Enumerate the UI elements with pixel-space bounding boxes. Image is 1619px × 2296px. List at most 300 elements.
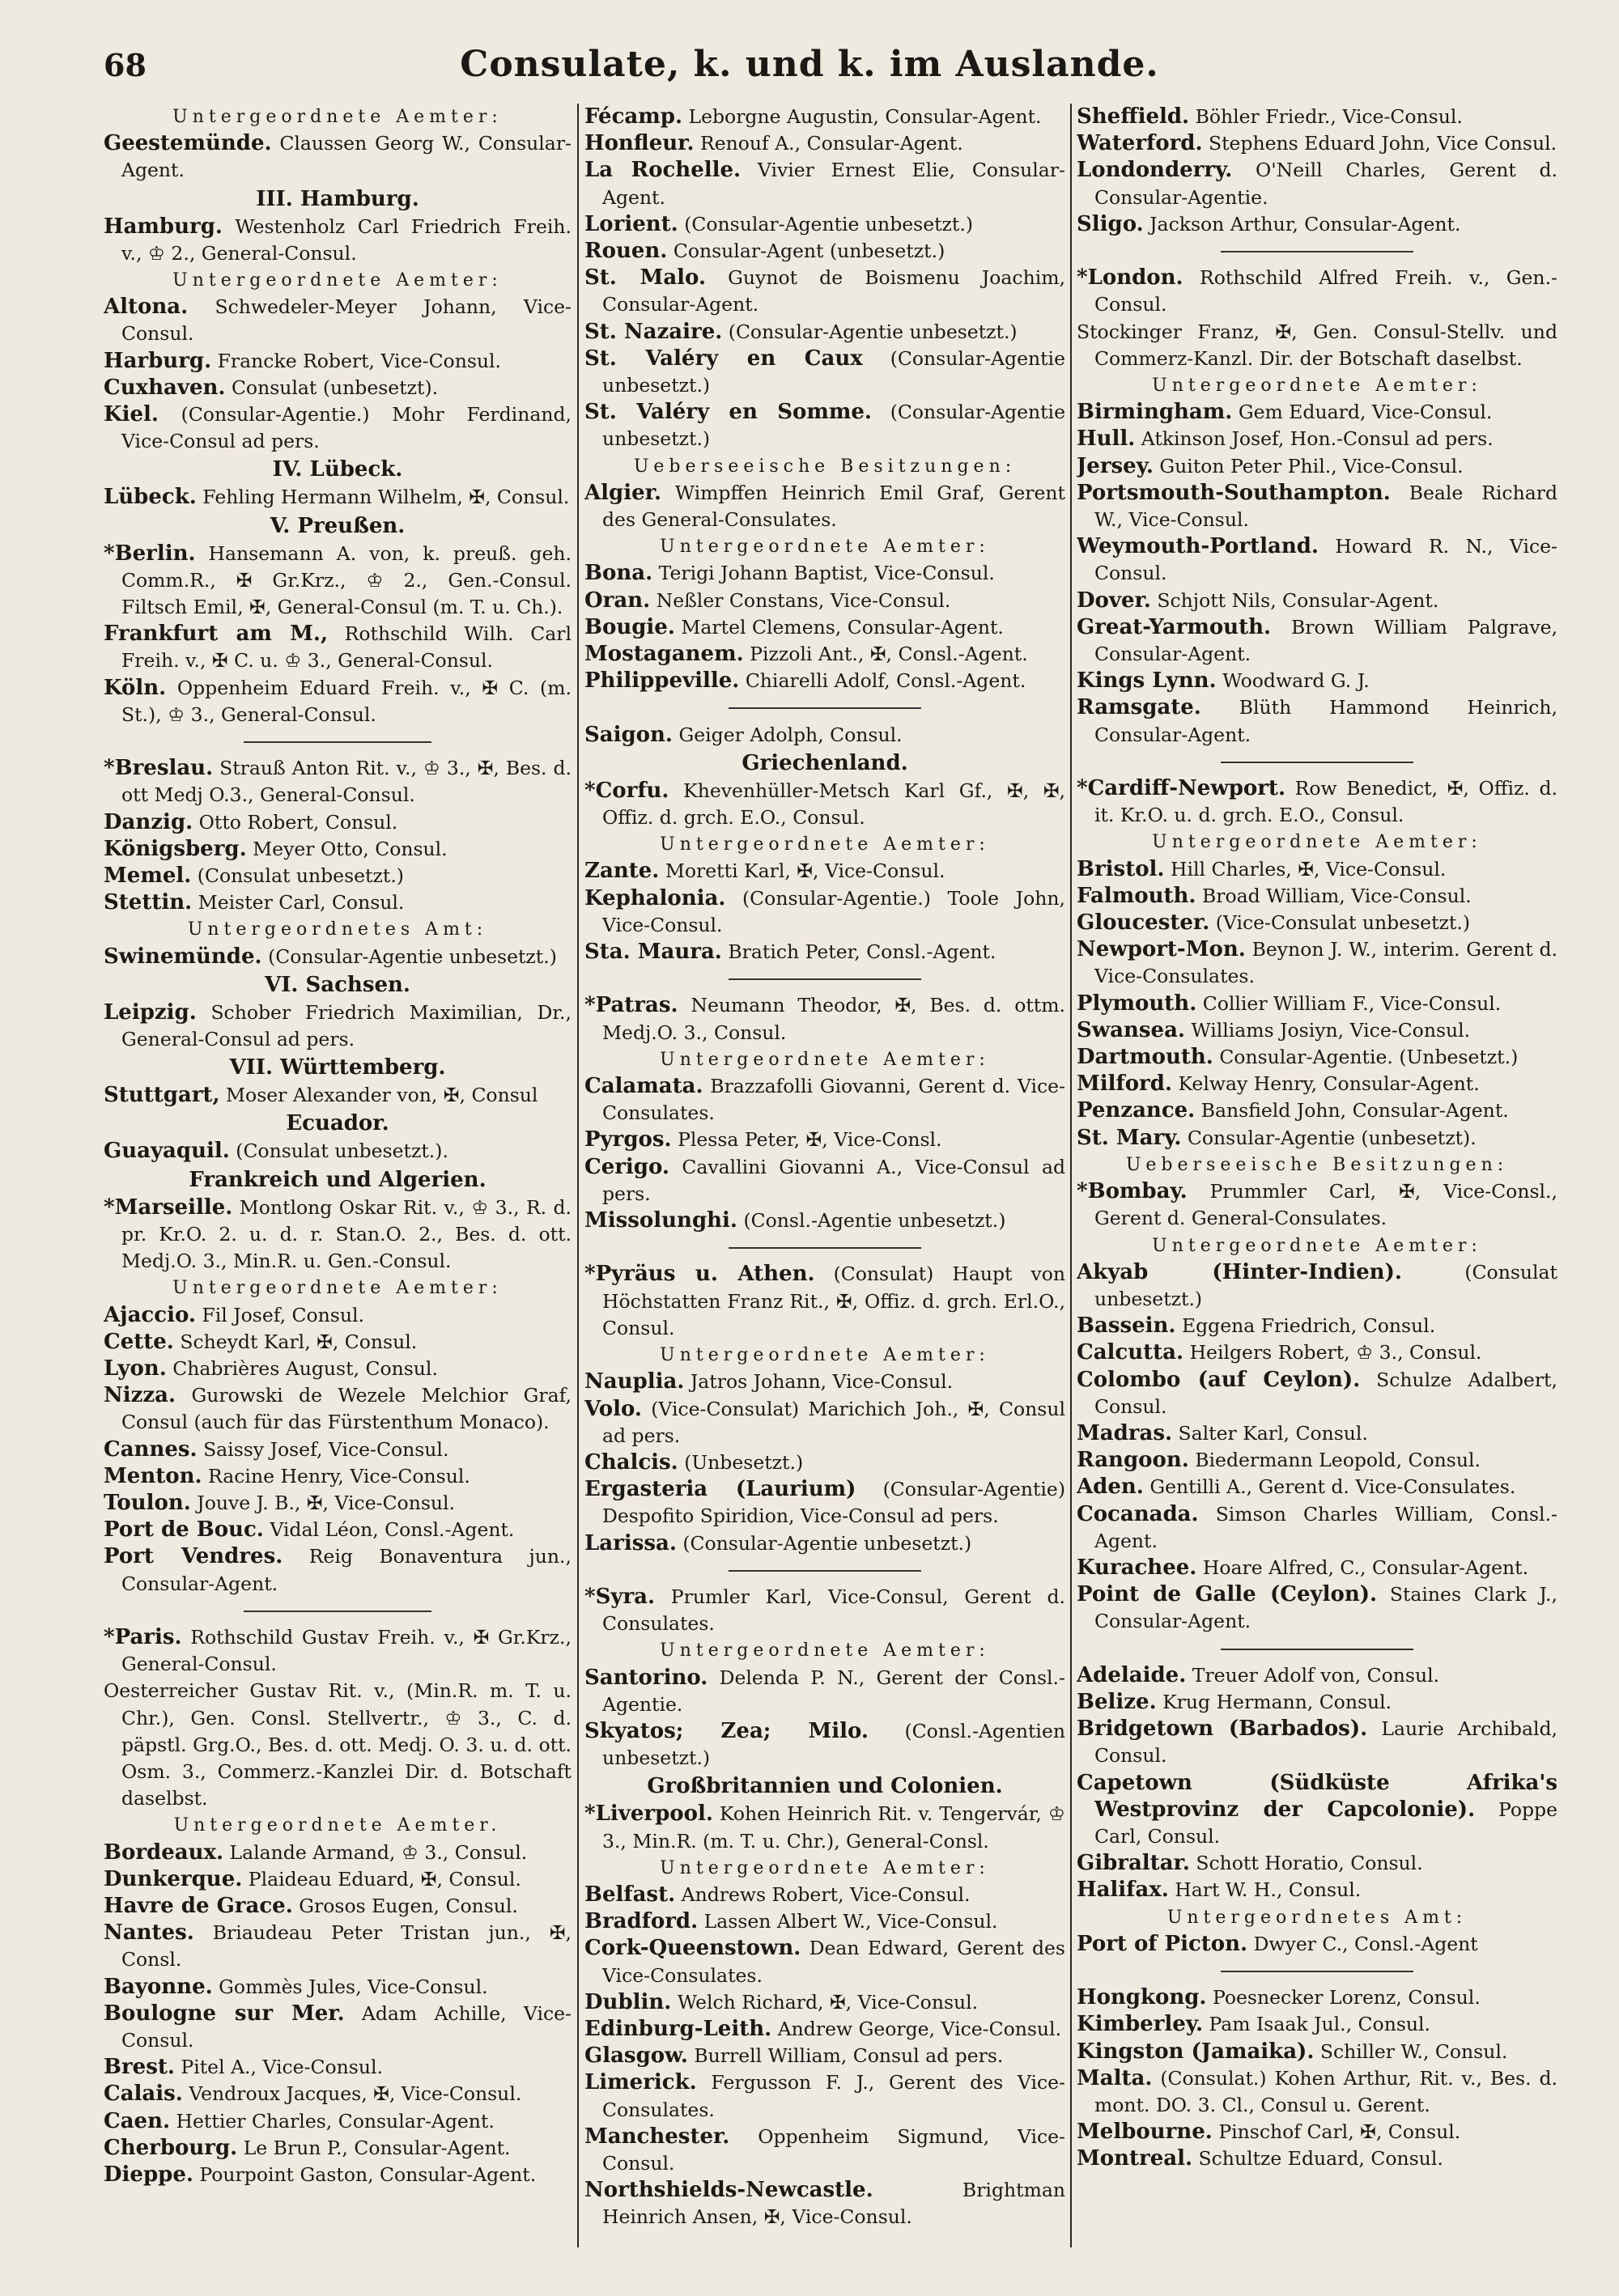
entry-details: Gommès Jules, Vice-Consul. <box>219 1975 488 1998</box>
entry-details: Lassen Albert W., Vice-Consul. <box>703 1910 998 1933</box>
entry-location: Bayonne. <box>104 1974 213 1999</box>
consulate-entry <box>1077 2011 1557 2038</box>
consulate-entry <box>1077 668 1557 694</box>
subsection-label: Untergeordnete Aemter: <box>660 1640 990 1662</box>
entry-location: Ajaccio. <box>104 1302 196 1327</box>
entry-location: Volo. <box>584 1396 642 1421</box>
consulate-entry <box>584 1584 1065 1637</box>
consulate-entry <box>1077 1044 1557 1071</box>
entry-details: Schober Friedrich Maximilian, Dr., General-Consul ad pers. <box>121 1000 572 1051</box>
entry-location: Kiel. <box>104 402 159 427</box>
entry-details: Racine Henry, Vice-Consul. <box>208 1464 470 1488</box>
entry-details: Hoare Alfred, C., Consular-Agent. <box>1202 1555 1529 1579</box>
entry-location: Capetown (Südküste Afrika's Westprovinz der Capcolonie). <box>1077 1770 1557 1822</box>
consulate-entry <box>104 1082 572 1109</box>
entry-details: Stephens Eduard John, Vice Consul. <box>1208 132 1557 155</box>
consulate-entry <box>104 1517 572 1543</box>
entry-location: Edinburg-Leith. <box>584 2016 772 2041</box>
entry-location: Dieppe. <box>104 2162 193 2187</box>
consulate-entry <box>1077 1313 1557 1339</box>
entry-location: Nizza. <box>104 1383 176 1408</box>
entry-details: Kelway Henry, Consular-Agent. <box>1178 1072 1480 1096</box>
section-divider <box>584 1557 1065 1584</box>
entry-details: Heilgers Robert, ♔ 3., Consul. <box>1189 1341 1482 1364</box>
subsection-label: Untergeordnete Aemter: <box>172 107 503 127</box>
consulate-entry <box>104 1329 572 1356</box>
consulate-entry <box>1077 1581 1557 1635</box>
entry-location: Frankfurt am M., <box>104 622 328 647</box>
entry-details: Moretti Karl, ✠, Vice-Consul. <box>665 859 945 883</box>
consulate-entry <box>584 1073 1065 1127</box>
section-divider <box>104 728 572 755</box>
section-divider <box>584 694 1065 721</box>
entry-location: *Bombay. <box>1077 1179 1188 1204</box>
entry-location: *Cardiff-Newport. <box>1077 776 1285 801</box>
entry-location: Bassein. <box>1077 1314 1176 1339</box>
consulate-entry <box>104 1437 572 1463</box>
entry-location: Plymouth. <box>1077 991 1197 1016</box>
column-divider <box>1070 104 1072 2247</box>
entry-details: Kohen Heinrich Rit. v. Tengervár, ♔ 3., Min.R. (m. T. u. Chr.), General-Consl. <box>602 1802 1065 1853</box>
entry-details: Jackson Arthur, Consular-Agent. <box>1149 212 1461 236</box>
entry-details: Scheydt Karl, ✠, Consul. <box>180 1330 418 1353</box>
consulate-entry <box>584 1908 1065 1935</box>
entry-details: Schiller W., Consul. <box>1319 2039 1508 2063</box>
consulate-entry <box>1077 1178 1557 1232</box>
entry-details: Bansfield John, Consular-Agent. <box>1200 1099 1509 1123</box>
consulate-entry <box>104 1893 572 1920</box>
entry-details: Saissy Josef, Vice-Consul. <box>203 1437 449 1461</box>
entry-location: Boulogne sur Mer. <box>104 2001 345 2026</box>
section-heading: Frankreich und Algerien. <box>189 1167 487 1192</box>
entry-details: (Consl.-Agentien unbesetzt.) <box>602 1719 1065 1770</box>
subsection-label: Untergeordnete Aemter: <box>660 537 990 558</box>
consulate-entry <box>1077 480 1557 533</box>
consulate-entry <box>584 1154 1065 1207</box>
consulate-entry <box>104 2135 572 2162</box>
entry-details: (Vice-Consulat) Marichich Joh., ✠, Consul ad pers. <box>602 1397 1065 1447</box>
entry-details: Bratich Peter, Consl.-Agent. <box>728 940 996 964</box>
entry-details: Consular-Agent (unbesetzt.) <box>673 240 945 263</box>
consulate-entry <box>1077 1877 1557 1903</box>
subsection-label: Untergeordnete Aemter: <box>1152 1235 1482 1256</box>
consulate-entry <box>104 375 572 401</box>
entry-details: Schott Horatio, Consul. <box>1196 1852 1423 1875</box>
entry-location: Akyab (Hinter-Indien). <box>1077 1259 1402 1284</box>
consulate-entry <box>1077 157 1557 210</box>
entry-details: (Consl.-Agentie unbesetzt.) <box>743 1209 1006 1233</box>
entry-details: Oppenheim Eduard Freih. v., ✠ C. (m. St.), ♔ 3., General-Consul. <box>121 676 572 726</box>
entry-details: Laurie Archibald, Consul. <box>1094 1717 1557 1768</box>
consulate-entry <box>584 588 1065 614</box>
entry-details: Guiton Peter Phil., Vice-Consul. <box>1159 454 1464 477</box>
page-header <box>0 42 1619 91</box>
entry-details: Briaudeau Peter Tristan jun., ✠, Consl. <box>121 1921 572 1971</box>
consulate-entry <box>1077 1770 1557 1851</box>
entry-location: Great-Yarmouth. <box>1077 614 1272 639</box>
entry-location: Madras. <box>1077 1420 1173 1445</box>
entry-location: Cette. <box>104 1329 174 1354</box>
entry-details: Oppenheim Sigmund, Vice-Consul. <box>602 2124 1065 2175</box>
section-divider <box>1077 238 1557 265</box>
entry-location: Algier. <box>584 480 662 505</box>
entry-details: Strauß Anton Rit. v., ♔ 3., ✠, Bes. d. ott Medj O.3., General-Consul. <box>121 757 572 807</box>
consulate-entry <box>584 1476 1065 1530</box>
consulate-entry <box>584 1530 1065 1557</box>
entry-details: Eggena Friedrich, Consul. <box>1181 1314 1436 1338</box>
subsection-label: Untergeordnete Aemter. <box>173 1815 502 1836</box>
entry-location: Gloucester. <box>1077 910 1210 936</box>
entry-details: Consular-Agentie (unbesetzt). <box>1187 1126 1477 1149</box>
entry-details: (Consular-Agentie unbesetzt.) <box>728 320 1018 343</box>
entry-details: Claussen Georg W., Consular-Agent. <box>121 132 572 182</box>
consulate-entry <box>1077 1474 1557 1500</box>
entry-details: Collier William F., Vice-Consul. <box>1202 991 1502 1015</box>
consulate-entry <box>1077 211 1557 238</box>
entry-details: Moser Alexander von, ✠, Consul <box>225 1084 538 1107</box>
entry-details: Row Benedict, ✠, Offiz. d. it. Kr.O. u. d. grch. E.O., Consul. <box>1094 777 1557 827</box>
entry-location: Hamburg. <box>104 214 223 239</box>
entry-details: Gurowski de Wezele Melchior Graf, Consul (auch für das Fürstenthum Monaco). <box>121 1384 572 1434</box>
entry-location: *Patras. <box>584 993 678 1018</box>
entry-details: Plaideau Eduard, ✠, Consul. <box>248 1867 521 1891</box>
consulate-entry <box>1077 533 1557 587</box>
subsection-label: Untergeordnete Aemter: <box>660 1857 990 1878</box>
section-heading: Ecuador. <box>286 1111 389 1136</box>
consulate-entry <box>584 399 1065 452</box>
entry-location: Belize. <box>1077 1689 1157 1714</box>
consulate-entry <box>584 319 1065 346</box>
entry-location: Cocanada. <box>1077 1501 1199 1526</box>
entry-location: *London. <box>1077 265 1183 291</box>
consulate-entry <box>104 1195 572 1275</box>
consulate-entry <box>104 130 572 184</box>
consulate-entry <box>584 614 1065 641</box>
consulate-entry <box>584 1801 1065 1854</box>
entry-location: Colombo (auf Ceylon). <box>1077 1367 1361 1392</box>
entry-location: Belfast. <box>584 1882 676 1907</box>
consulate-entry <box>104 2162 572 2188</box>
consulate-entry <box>104 863 572 889</box>
entry-location: Bordeaux. <box>104 1840 224 1865</box>
consulate-entry <box>584 1369 1065 1395</box>
entry-location: Kurachee. <box>1077 1555 1197 1580</box>
entry-details: Delenda P. N., Gerent der Consl.-Agentie. <box>602 1666 1065 1716</box>
entry-details: Reig Bonaventura jun., Consular-Agent. <box>121 1545 572 1595</box>
entry-details: Grosos Eugen, Consul. <box>299 1894 518 1917</box>
entry-details: Gentilli A., Gerent d. Vice-Consulates. <box>1149 1475 1516 1499</box>
entry-details: (Consular-Agentie unbesetzt.) <box>268 944 557 968</box>
consulate-entry <box>104 1382 572 1436</box>
entry-details: Martel Clemens, Consular-Agent. <box>681 615 1004 639</box>
consulate-entry <box>584 1261 1065 1342</box>
consulate-entry <box>1077 2119 1557 2145</box>
consulate-entry <box>104 2001 572 2054</box>
entry-details: Otto Robert, Consul. <box>198 810 398 834</box>
consulate-entry <box>104 1138 572 1165</box>
subsection-label: Untergeordnete Aemter: <box>660 1345 990 1366</box>
entry-location: Kephalonia. <box>584 885 726 910</box>
consulate-entry <box>104 1678 572 1812</box>
entry-location: Bona. <box>584 561 653 586</box>
subsection-label: Untergeordnete Aemter: <box>660 1049 990 1070</box>
page-title: Consulate, k. und k. im Auslande. <box>460 44 1159 85</box>
entry-location: Stuttgart, <box>104 1083 220 1108</box>
entry-location: Calcutta. <box>1077 1340 1184 1365</box>
entry-location: Königsberg. <box>104 836 247 861</box>
entry-details: (Consular-Agentie unbesetzt.) <box>602 401 1065 451</box>
entry-details: (Consular-Agentie unbesetzt.) <box>602 346 1065 397</box>
entry-location: Lyon. <box>104 1356 167 1381</box>
entry-details: Beynon J. W., interim. Gerent d. Vice-Consulates. <box>1094 938 1557 988</box>
entry-location: Swansea. <box>1077 1017 1185 1042</box>
consulate-entry <box>584 858 1065 885</box>
entry-details: Plessa Peter, ✠, Vice-Consl. <box>678 1128 942 1152</box>
entry-location: Dunkerque. <box>104 1866 243 1891</box>
entry-location: Philippeville. <box>584 668 740 694</box>
entry-location: Port de Bouc. <box>104 1517 264 1543</box>
entry-details: Staines Clark J., Consular-Agent. <box>1094 1583 1557 1633</box>
entry-location: Adelaide. <box>1077 1662 1187 1687</box>
subsection-label: Untergeordnete Aemter: <box>1152 376 1482 397</box>
consulate-entry <box>104 484 572 511</box>
entry-location: Jersey. <box>1077 453 1154 478</box>
consulate-entry <box>1077 1017 1557 1044</box>
consulate-entry <box>104 944 572 970</box>
consulate-entry <box>1077 1259 1557 1313</box>
consulate-entry <box>104 2081 572 2107</box>
consulate-entry <box>1077 104 1557 130</box>
entry-location: Rouen. <box>584 239 668 264</box>
consulate-entry <box>1077 1555 1557 1581</box>
entry-details: Wimpffen Heinrich Emil Graf, Gerent des General-Consulates. <box>602 481 1065 532</box>
entry-details: Hart W. H., Consul. <box>1175 1878 1362 1902</box>
consulate-entry <box>1077 1125 1557 1152</box>
consulate-entry <box>1077 1984 1557 2011</box>
column-left <box>104 104 572 2247</box>
consulate-entry <box>104 621 572 674</box>
consulate-entry <box>104 1920 572 1973</box>
entry-location: Bridgetown (Barbados). <box>1077 1717 1368 1742</box>
subsection-label: Untergeordnete Aemter: <box>660 834 990 855</box>
consulate-entry <box>1077 265 1557 318</box>
entry-location: Zante. <box>584 859 660 884</box>
column-right <box>1077 104 1557 2247</box>
entry-location: St. Valéry en Somme. <box>584 400 872 425</box>
consulate-entry <box>584 1396 1065 1449</box>
entry-details: Hansemann A. von, k. preuß. geh. Comm.R., ✠ Gr.Krz., ♔ 2., Gen.-Consul. Filtsch Emil, ✠, General-Consul (m. T. u. Ch.). <box>121 541 572 619</box>
entry-details: (Consulat) Haupt von Höchstatten Franz Rit., ✠, Offiz. d. grch. Erl.O., Consul. <box>602 1263 1065 1339</box>
consulate-entry <box>584 1449 1065 1476</box>
entry-location: Havre de Grace. <box>104 1893 293 1918</box>
entry-location: Lorient. <box>584 211 678 236</box>
entry-location: Cannes. <box>104 1437 198 1462</box>
entry-location: Stettin. <box>104 890 193 915</box>
consulate-entry <box>584 2177 1065 2230</box>
consulate-entry <box>1077 1339 1557 1366</box>
entry-details: Andrew George, Vice-Consul. <box>777 2017 1062 2040</box>
consulate-entry <box>104 1866 572 1893</box>
entry-location: Mostaganem. <box>584 642 744 667</box>
section-heading: III. Hamburg. <box>256 186 419 211</box>
entry-details: Fil Josef, Consul. <box>202 1303 364 1326</box>
entry-location: Dublin. <box>584 1989 672 2014</box>
entry-location: Kimberley. <box>1077 2012 1203 2037</box>
entry-details: Montlong Oskar Rit. v., ♔ 3., R. d. pr. Kr.O. 2. u. d. r. Stan.O. 2., Bes. d. ott. Medj.O. 3., Min.R. u. Gen.-Consul. <box>121 1195 572 1273</box>
consulate-entry <box>104 755 572 808</box>
entry-details: Broad William, Vice-Consul. <box>1201 884 1472 907</box>
consulate-entry <box>1077 130 1557 157</box>
section-heading: IV. Lübeck. <box>272 457 403 482</box>
entry-location: *Paris. <box>104 1624 182 1649</box>
entry-location: Milford. <box>1077 1072 1172 1097</box>
consulate-entry <box>1077 991 1557 1017</box>
consulate-entry <box>584 265 1065 318</box>
consulate-entry <box>104 541 572 622</box>
consulate-entry <box>104 294 572 347</box>
consulate-entry <box>104 1543 572 1597</box>
entry-details: Consulat (unbesetzt). <box>231 376 439 399</box>
consulate-entry <box>1077 2145 1557 2172</box>
entry-location: St. Valéry en Caux <box>584 346 863 371</box>
entry-details: Prummler Carl, ✠, Vice-Consl., Gerent d. General-Consulates. <box>1094 1180 1557 1230</box>
consulate-entry <box>1077 614 1557 668</box>
consulate-entry <box>584 1718 1065 1772</box>
entry-location: Nauplia. <box>584 1369 685 1394</box>
entry-details: (Consular-Agentie) Despofito Spiridion, Vice-Consul ad pers. <box>602 1478 1065 1528</box>
entry-details: Burrell William, Consul ad pers. <box>694 2044 1004 2068</box>
entry-location: Halifax. <box>1077 1878 1169 1903</box>
entry-details: Beale Richard W., Vice-Consul. <box>1094 481 1557 532</box>
entry-location: Memel. <box>104 864 192 889</box>
entry-location: St. Malo. <box>584 265 706 291</box>
entry-details: Jouve J. B., ✠, Vice-Consul. <box>197 1491 456 1514</box>
consulate-entry <box>584 1882 1065 1908</box>
consulate-entry <box>1077 2039 1557 2065</box>
consulate-entry <box>1077 319 1557 372</box>
subsection-label: Untergeordnete Aemter: <box>172 1278 503 1299</box>
column-divider <box>577 104 579 2247</box>
section-divider <box>584 1234 1065 1261</box>
consulate-entry <box>584 157 1065 210</box>
entry-location: Brest. <box>104 2055 175 2080</box>
entry-details: Chabrières August, Consul. <box>172 1356 438 1380</box>
section-divider <box>1077 749 1557 775</box>
consulate-entry <box>1077 1931 1557 1958</box>
entry-location: Kings Lynn. <box>1077 668 1217 694</box>
consulate-entry <box>584 2016 1065 2043</box>
entry-details: Pitel A., Vice-Consul. <box>181 2056 383 2079</box>
entry-details: Fehling Hermann Wilhelm, ✠, Consul. <box>202 486 570 509</box>
entry-location: Limerick. <box>584 2070 697 2095</box>
consulate-entry <box>1077 453 1557 480</box>
consulate-entry <box>104 1356 572 1382</box>
subsection-label: Untergeordnete Aemter: <box>172 270 503 291</box>
consulate-entry <box>104 2108 572 2135</box>
entry-details: Hill Charles, ✠, Vice-Consul. <box>1170 857 1447 881</box>
entry-location: Sheffield. <box>1077 104 1190 129</box>
subsection-label: Untergeordnete Aemter: <box>1152 832 1482 853</box>
entry-details: Hettier Charles, Consular-Agent. <box>176 2109 495 2133</box>
entry-location: Melbourne. <box>1077 2120 1213 2145</box>
consulate-entry <box>584 2069 1065 2123</box>
entry-location: *Pyräus u. Athen. <box>584 1262 815 1287</box>
entry-details: Renouf A., Consular-Agent. <box>700 132 963 155</box>
consulate-entry <box>104 1490 572 1517</box>
consulate-entry <box>1077 1662 1557 1689</box>
entry-location: Kingston (Jamaika). <box>1077 2039 1315 2064</box>
entry-location: Calais. <box>104 2082 183 2107</box>
entry-details: Vidal Léon, Consl.-Agent. <box>270 1518 515 1542</box>
entry-location: Lübeck. <box>104 485 197 510</box>
consulate-entry <box>584 1207 1065 1234</box>
entry-location: Ramsgate. <box>1077 695 1201 720</box>
entry-details: (Unbesetzt.) <box>684 1450 804 1474</box>
entry-location: Fécamp. <box>584 104 682 129</box>
consulate-entry <box>1077 1420 1557 1447</box>
consulate-entry <box>104 401 572 455</box>
entry-location: Port of Picton. <box>1077 1931 1248 1956</box>
consulate-entry <box>1077 694 1557 748</box>
consulate-entry <box>584 722 1065 749</box>
consulate-entry <box>584 346 1065 399</box>
entry-details: Rothschild Wilh. Carl Freih. v., ✠ C. u. ♔ 3., General-Consul. <box>121 622 572 673</box>
entry-details: (Consular-Agentie.) Mohr Ferdinand, Vice-Consul ad pers. <box>121 403 572 453</box>
section-divider <box>104 1598 572 1624</box>
entry-details: Prumler Karl, Vice-Consul, Gerent d. Consulates. <box>602 1585 1065 1636</box>
entry-details: Brightman Heinrich Ansen, ✠, Vice-Consul. <box>602 2179 1065 2229</box>
consulate-entry <box>1077 1097 1557 1124</box>
consulate-entry <box>1077 856 1557 883</box>
entry-location: Newport-Mon. <box>1077 937 1246 962</box>
consulate-entry <box>584 1935 1065 1988</box>
entry-details: Meyer Otto, Consul. <box>253 837 448 860</box>
entry-location: St. Nazaire. <box>584 319 723 344</box>
consulate-entry <box>104 1840 572 1866</box>
subsection-label: Ueberseeische Besitzungen: <box>1125 1154 1509 1175</box>
entry-details: Woodward G. J. <box>1222 669 1370 693</box>
entry-location: Toulon. <box>104 1490 191 1515</box>
entry-location: Ergasteria (Laurium) <box>584 1477 856 1502</box>
entry-details: Schultze Eduard, Consul. <box>1198 2147 1443 2171</box>
entry-location: Manchester. <box>584 2124 730 2149</box>
entry-location: *Breslau. <box>104 756 214 781</box>
entry-location: Cherbourg. <box>104 2135 238 2160</box>
consulate-entry <box>584 130 1065 157</box>
entry-location: *Marseille. <box>104 1195 233 1220</box>
entry-details: Biedermann Leopold, Consul. <box>1195 1449 1481 1472</box>
section-heading: VII. Württemberg. <box>229 1055 446 1080</box>
entry-location: Cerigo. <box>584 1154 669 1179</box>
entry-details: Atkinson Josef, Hon.-Consul ad pers. <box>1141 427 1494 451</box>
entry-location: *Berlin. <box>104 541 196 566</box>
consulate-entry <box>584 560 1065 587</box>
entry-location: Penzance. <box>1077 1098 1196 1123</box>
consulate-entry <box>1077 1367 1557 1420</box>
subsection-label: Untergeordnetes Amt: <box>1166 1907 1468 1928</box>
entry-location: Caen. <box>104 2108 171 2133</box>
consulate-entry <box>584 1989 1065 2016</box>
entry-location: Skyatos; Zea; Milo. <box>584 1718 869 1743</box>
consulate-entry <box>104 2054 572 2081</box>
entry-location: Chalcis. <box>584 1449 678 1475</box>
entry-details: Pizzoli Ant., ✠, Consl.-Agent. <box>750 643 1028 666</box>
entry-details: Schwedeler-Meyer Johann, Vice-Consul. <box>121 295 572 346</box>
entry-details: Vendroux Jacques, ✠, Vice-Consul. <box>189 2082 522 2106</box>
entry-details: Rothschild Alfred Freih. v., Gen.-Consul. <box>1094 266 1557 316</box>
entry-details: Treuer Adolf von, Consul. <box>1192 1663 1440 1687</box>
entry-location: Larissa. <box>584 1530 677 1555</box>
